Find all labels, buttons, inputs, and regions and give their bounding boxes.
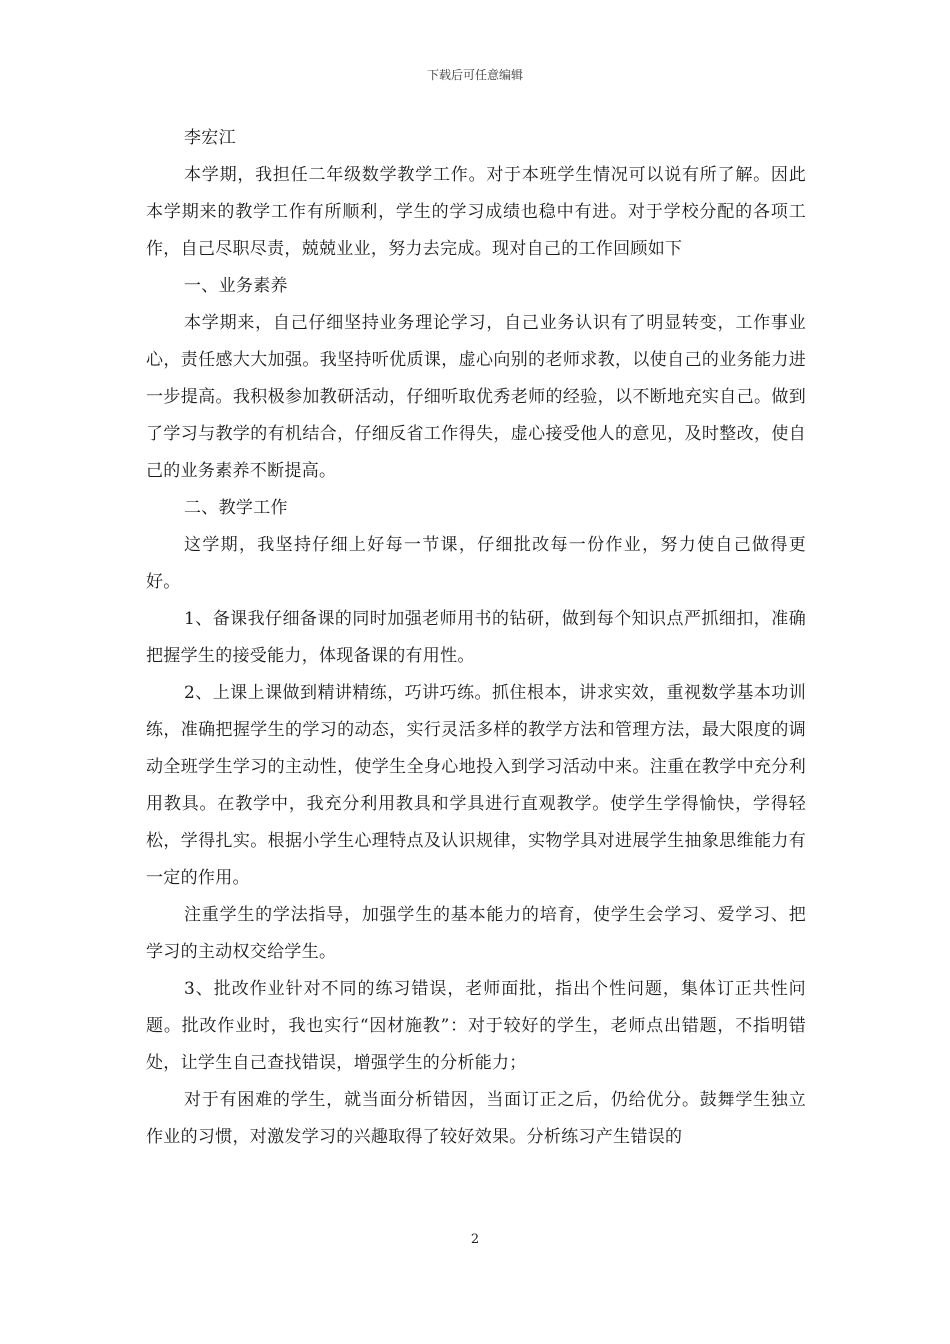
page-header-note: 下载后可任意编辑	[426, 68, 523, 82]
study-method-paragraph: 注重学生的学法指导，加强学生的基本能力的培育，使学生会学习、爱学习、把学习的主动权交给学生。	[146, 905, 806, 962]
homework-paragraph: 3、批改作业针对不同的练习错误，老师面批，指出个性问题，集体订正共性问题。批改作业时，我也实行“因材施教”：对于较好的学生，老师点出错题，不指明错处，让学生自己查找错误，增强学生的分析能力；	[146, 979, 806, 1073]
lesson-prep-paragraph: 1、备课我仔细备课的同时加强老师用书的钻研，做到每个知识点严抓细扣，准确把握学生的接受能力，体现备课的有用性。	[146, 609, 806, 666]
intro-paragraph: 本学期，我担任二年级数学教学工作。对于本班学生情况可以说有所了解。因此本学期来的教学工作有所顺利，学生的学习成绩也稳中有进。对于学校分配的各项工作，自己尽职尽责，兢兢业业，努力去完成。现对自己的工作回顾如下	[146, 165, 806, 259]
teaching-intro-paragraph: 这学期，我坚持仔细上好每一节课，仔细批改每一份作业，努力使自己做得更好。	[146, 535, 806, 592]
struggling-students-paragraph: 对于有困难的学生，就当面分析错因，当面订正之后，仍给优分。鼓舞学生独立作业的习惯，对激发学习的兴趣取得了较好效果。分析练习产生错误的	[146, 1090, 806, 1147]
business-paragraph: 本学期来，自己仔细坚持业务理论学习，自己业务认识有了明显转变，工作事业心，责任感大大加强。我坚持听优质课，虚心向别的老师求教，以使自己的业务能力进一步提高。我积极参加教研活动，仔细听取优秀老师的经验，以不断地充实自己。做到了学习与教学的有机结合，仔细反省工作得失，虚心接受他人的意见，及时整改，使自己的业务素养不断提高。	[146, 313, 806, 481]
section-heading-teaching: 二、教学工作	[184, 498, 288, 518]
author-name: 李宏江	[184, 128, 236, 148]
document-body	[146, 120, 806, 1156]
section-heading-business: 一、业务素养	[184, 276, 288, 296]
page-number: 2	[470, 1232, 480, 1247]
classroom-paragraph: 2、上课上课做到精讲精练，巧讲巧练。抓住根本，讲求实效，重视数学基本功训练，准确把握学生的学习的动态，实行灵活多样的教学方法和管理方法，最大限度的调动全班学生学习的主动性，使学生全身心地投入到学习活动中来。注重在教学中充分利用教具。在教学中，我充分利用教具和学具进行直观教学。使学生学得愉快，学得轻松，学得扎实。根据小学生心理特点及认识规律，实物学具对进展学生抽象思维能力有一定的作用。	[146, 683, 806, 888]
